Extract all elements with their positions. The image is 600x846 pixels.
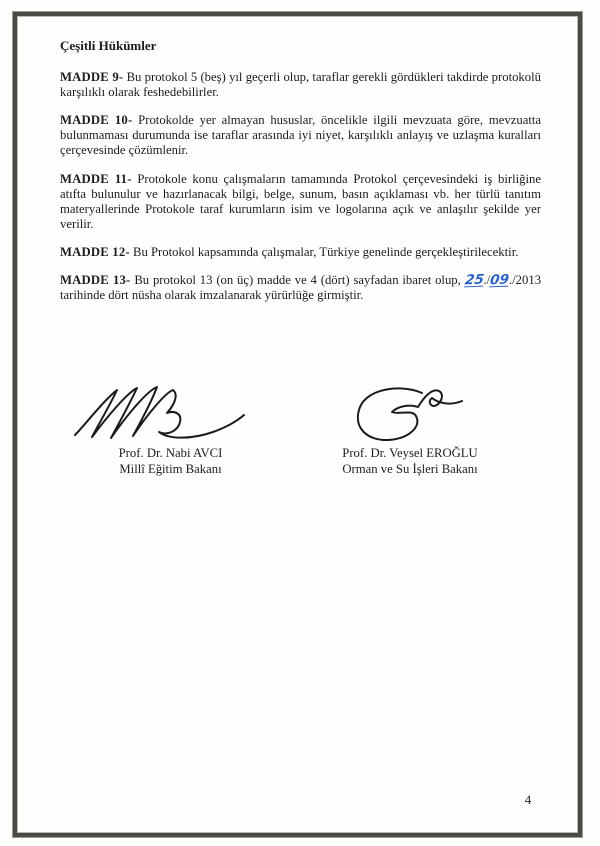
article-10-paragraph [60, 113, 541, 158]
document-body [60, 38, 541, 316]
handwritten-day: 25 [463, 271, 485, 289]
article-13-paragraph [60, 273, 541, 303]
article-13-text-before-date: Bu protokol 13 (on üç) madde ve 4 (dört) sayfadan ibaret olup, [134, 273, 461, 288]
article-9-paragraph [60, 70, 541, 100]
article-10-label: MADDE 10- [60, 113, 133, 128]
signatory-title: Orman ve Su İşleri Bakanı [342, 462, 478, 476]
article-13-label: MADDE 13- [60, 273, 131, 288]
signatory-name: Prof. Dr. Veysel EROĞLU [342, 446, 478, 460]
article-9-text: Bu protokol 5 (beş) yıl geçerli olup, taraflar gerekli gördükleri takdirde protokolü karşılıklı olarak feshedebilirler. [60, 70, 541, 100]
page-number: 4 [524, 792, 532, 807]
signature-block-eroglu [325, 383, 495, 477]
signature-avci-scribble-icon [71, 383, 271, 445]
article-10-text: Protokolde yer almayan hususlar, öncelikle ilgili mevzuata göre, mevzuatta bulunmaması durumunda ise taraflar arasında iyi niyet, karşılıklı anlayış ve uzlaşma kuralları çerçevesinde çözümlenir. [60, 113, 542, 158]
date-separator-1: ./ [483, 273, 491, 288]
article-9-label: MADDE 9- [60, 70, 124, 85]
section-heading: Çeşitli Hükümler [60, 38, 157, 53]
article-12-text: Bu Protokol kapsamında çalışmalar, Türkiye genelinde gerçekleştirilecektir. [132, 244, 519, 259]
signature-eroglu-scribble-icon [340, 383, 480, 445]
article-13-text-after-date: tarihinde dört nüsha olarak imzalanarak yürürlüğe girmiştir. [60, 288, 364, 303]
signatory-title: Millî Eğitim Bakanı [119, 462, 222, 476]
signatory-name: Prof. Dr. Nabi AVCI [118, 446, 223, 460]
signature-block-avci [58, 383, 283, 477]
article-12-label: MADDE 12- [60, 244, 130, 259]
date-separator-2: ./ [508, 273, 516, 288]
handwritten-month: 09 [489, 271, 511, 289]
article-12-paragraph [60, 245, 541, 260]
article-11-text: Protokole konu çalışmaların tamamında Protokol çerçevesindeki iş birliğine atıfta bulunulur ve hazırlanacak bilgi, belge, sunum, basın açıklaması vb. her türlü tanıtım materyallerinde Protokole taraf kurumların isim ve logolarına açık ve anlaşılır şekilde yer verilir. [60, 171, 541, 231]
article-11-label: MADDE 11- [60, 171, 132, 186]
date-year: 2013 [515, 273, 542, 288]
article-11-paragraph [60, 172, 541, 232]
